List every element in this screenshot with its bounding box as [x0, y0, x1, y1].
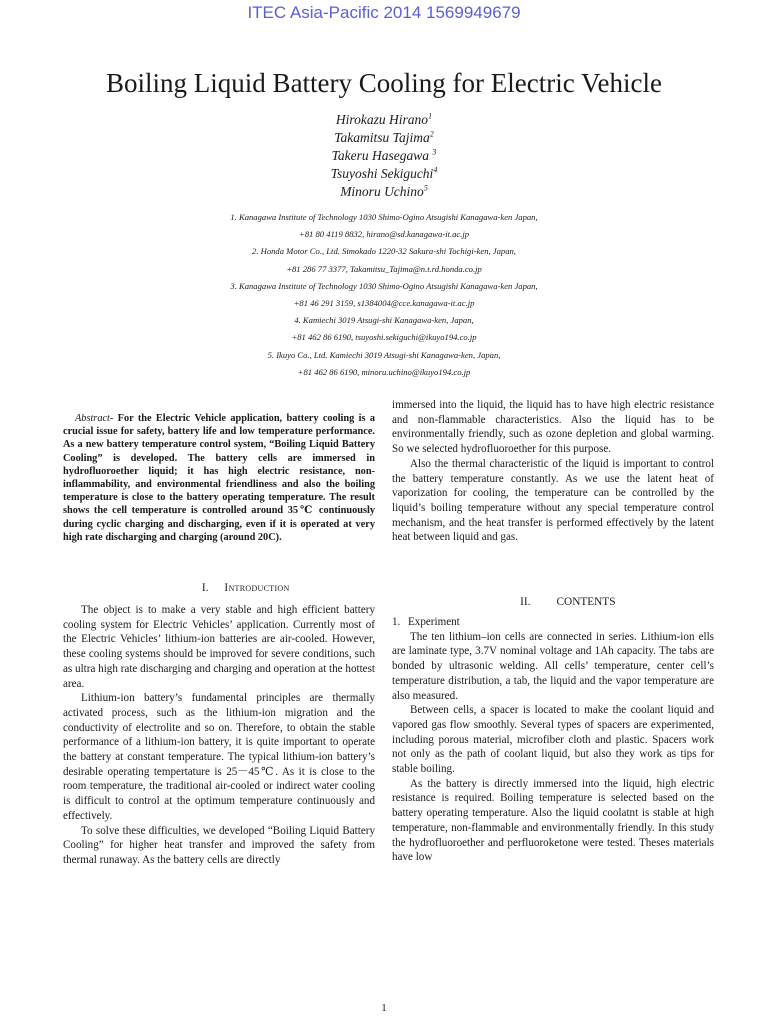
affiliation-line: 3. Kanagawa Institute of Technology 1030 Shimo-Ogino Atsugishi Kanagawa-ken Japan, — [230, 280, 538, 291]
affiliation-line: +81 46 291 3159, s1384004@cce.kanagawa-it.ac.jp — [293, 298, 475, 309]
author-1 — [0, 111, 768, 129]
paragraph: immersed into the liquid, the liquid has to have high electric resistance and non-flammable characteristics. Also the liquid has to be environmentally friendly, such as ozone depletion and global warming. So we selected hydrofluoroether for this purpose. — [392, 399, 714, 456]
author-name: Tsuyoshi Sekiguchi — [330, 166, 434, 181]
subsection-heading — [392, 615, 714, 630]
abstract-label: Abstract- — [75, 413, 114, 424]
author-5 — [0, 183, 768, 201]
affiliation-line: 5. Ikuyo Co., Ltd. Kamiechi 3019 Atsugi-shi Kanagawa-ken, Japan, — [267, 349, 501, 360]
paper-title: Boiling Liquid Battery Cooling for Electric Vehicle — [106, 68, 662, 98]
affiliation-line: +81 80 4119 8832, hirano@sd.kanagawa-it.ac.jp — [298, 229, 470, 240]
affiliation-line: 2. Honda Motor Co., Ltd. Simokado 1220-32 Sakura-shi Tochigi-ken, Japan, — [252, 246, 516, 257]
author-name: Takamitsu Tajima — [334, 130, 430, 145]
affiliation-line: +81 462 86 6190, tsuyoshi.sekiguchi@ikuyo194.co.jp — [291, 332, 477, 343]
paragraph: As the battery is directly immersed into the liquid, high electric resistance is required. Boiling temperature is selected based on the battery operating temperature. Also the liquid coolatnt is stable at high temperature, non-flammable and environmentally friendly. In this study the hydrofluoroether and perfluoroketone were tested. Theses materials have low — [392, 777, 714, 864]
introduction-body — [63, 603, 375, 868]
affiliation-line: 1. Kanagawa Institute of Technology 1030 Shimo-Ogino Atsugishi Kanagawa-ken Japan, — [230, 212, 538, 222]
section-heading-contents — [392, 595, 714, 609]
section-heading-introduction — [63, 581, 375, 595]
subsection-number: 1. — [392, 616, 401, 628]
section-number: I. — [201, 582, 209, 594]
affiliation-line: 4. Kamiechi 3019 Atsugi-shi Kanagawa-ken, Japan, — [294, 315, 474, 326]
author-affiliation-mark: 1 — [428, 111, 433, 121]
author-2 — [0, 129, 768, 147]
page-number: 1 — [381, 1002, 387, 1014]
paragraph: To solve these difficulties, we developed “Boiling Liquid Battery Cooling” for higher heat transfer and improved the safety from thermal runaway. As the battery cells are directly — [63, 824, 375, 866]
affiliation-line: +81 286 77 3377, Takamitsu_Tajima@n.t.rd.honda.co.jp — [286, 263, 482, 274]
section-title: CONTENTS — [556, 596, 616, 608]
abstract — [63, 412, 375, 544]
contents-body — [392, 615, 714, 865]
author-affiliation-mark: 5 — [423, 183, 428, 193]
paragraph: The object is to make a very stable and high efficient battery cooling system for Electric Vehicles’ application. Currently most of the Electric Vehicles’ lithium-ion batteries are air-cooled. However, these cooling systems should be improved for severe conditions, such as ultra high rate discharging and charging and operation at the hottest area. — [63, 604, 375, 690]
author-name: Hirokazu Hirano — [335, 112, 429, 127]
author-affiliation-mark: 4 — [433, 165, 438, 175]
paragraph: Between cells, a spacer is located to make the coolant liquid and vapored gas flow smoothly. Several types of spacers are experimented, including porous material, microfiber cloth and plastic. Spacers work not only as the path of coolant liquid, but also they work as tips for stable boiling. — [392, 704, 714, 776]
author-list — [0, 111, 768, 201]
abstract-text: For the Electric Vehicle application, battery cooling is a crucial issue for safety, battery life and low temperature performance. As a new battery temperature control system, “Boiling Liquid Battery Cooling” is developed. The battery cells are immersed in hydrofluoroether liquid; it has high electric resistance, non-inflammability, and environmental friendliness and also the boiling temperature is close to the battery operating temperature. The result shows the cell temperature is controlled around 35℃ continuously during cyclic charging and discharging, even if it is operated at very high rate discharging and charging (around 20C). — [63, 413, 375, 543]
paragraph: The ten lithium–ion cells are connected in series. Lithium-ion ells are laminate type, 3.7V nominal voltage and 1Ah capacity. The tabs are bonded by ultrasonic welding. All cells’ temperature, center cell’s temperature distribution, a tab, the liquid and the vapor temperature are also measured. — [392, 630, 714, 702]
author-3 — [0, 147, 768, 165]
right-column-continuation — [392, 398, 714, 545]
author-4 — [0, 165, 768, 183]
author-affiliation-mark: 3 — [432, 147, 437, 157]
paragraph: Also the thermal characteristic of the liquid is important to control the battery temperature constantly. As we use the latent heat of vaporization for cooling, the temperature can be controlled by the liquid’s boiling temperature without any special temperature control mechanism, and the heat transfer is performed effectively by the latent heat between liquid and gas. — [392, 457, 714, 544]
section-number: II. — [520, 596, 531, 608]
conference-header: ITEC Asia-Pacific 2014 1569949679 — [247, 3, 521, 22]
author-affiliation-mark: 2 — [429, 129, 434, 139]
author-name: Takeru Hasegawa — [331, 148, 433, 163]
author-name: Minoru Uchino — [340, 184, 424, 199]
affiliation-line: +81 462 86 6190, minoru.uchino@ikuyo194.co.jp — [297, 366, 471, 377]
paragraph: Lithium-ion battery’s fundamental principles are thermally activated process, such as the lithium-ion migration and the conductivity of electrolite and so on. Therefore, to obtain the stable performance of a lithium-ion battery, it is quite important to operate the battery at constant temperature. The typical lithium-ion battery’s desirable operating tempertature is 25－45℃. As it is close to the room temperature, the traditional air-cooled or indirect water cooling is difficult to control at the optimum temperature continuously and effectively. — [63, 692, 375, 822]
affiliation-list — [0, 209, 768, 381]
section-title: Introduction — [224, 582, 290, 594]
subsection-title: Experiment — [408, 616, 460, 628]
